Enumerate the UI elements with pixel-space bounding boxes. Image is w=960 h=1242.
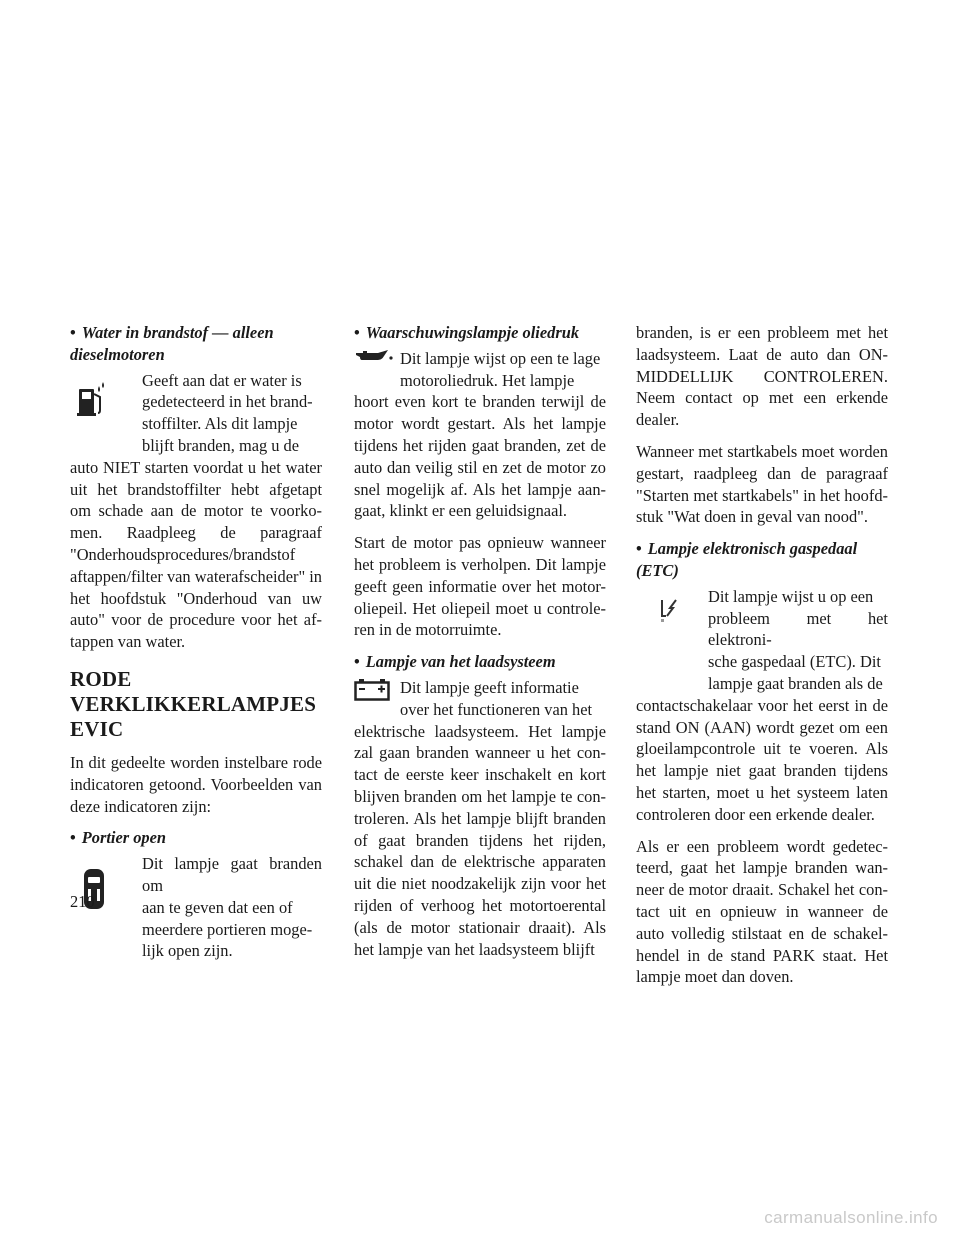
- column-1: [70, 322, 322, 972]
- watermark: carmanualsonline.info: [764, 1208, 938, 1227]
- section-intro: In dit gedeelte worden instelbare rode indicatoren getoond. Voorbeelden van deze indicatoren zijn:: [70, 752, 322, 816]
- column-3: [636, 322, 888, 998]
- oil-pressure-indent: Dit lampje wijst op een te lage motoroliedruk. Het lampje: [400, 348, 601, 390]
- section-heading: RODE VERKLIKKERLAMPJES EVIC: [70, 666, 317, 741]
- oil-pressure-title: • Waarschuwingslampje oliedruk: [354, 323, 580, 342]
- fuel-water-icon: [76, 380, 110, 420]
- etc-throttle-icon: [658, 596, 680, 624]
- oil-pressure-block: [354, 348, 606, 392]
- etc-indent: Dit lampje wijst u op een probleem met het elektroni- sche gaspedaal (ETC). Dit lampje gaat branden als de: [708, 586, 888, 693]
- oil-pressure-text-2: Start de motor pas opnieuw wanneer het probleem is verholpen. Dit lampje geeft geen informatie over het motor-oliepeil. Het oliepeil moet u controle-ren in de motorruimte.: [354, 533, 606, 640]
- column-2: [354, 322, 606, 970]
- door-open-block: [70, 853, 322, 962]
- page-number: 210: [70, 892, 95, 911]
- charging-system-title: • Lampje van het laadsysteem: [354, 652, 556, 672]
- jump-start-text: Wanneer met startkabels moet worden gestart, raadpleeg dan de paragraaf "Starten met startkabels" in het hoofd-stuk "Wat doen in geval van nood".: [636, 441, 888, 527]
- etc-title: • Lampje elektronisch gaspedaal (ETC): [636, 539, 858, 580]
- oil-pressure-text: hoort even kort te branden terwijl de motor wordt gestart. Als het lampje tijdens het rijden gaat branden, zet de auto dan veilig stil en zet de motor zo snel mogelijk af. Als het lampje aan-gaat, klinkt er een geluidsignaal.: [354, 392, 606, 521]
- etc-text-2: Als er een probleem wordt gedetec-teerd, gaat het lampje branden wan-neer de motor draait. Schakel het con-tact uit en opnieuw in wanneer de auto volledig stilstaat en de schakel-hendel in de stand PARK staat. Het lampje moet dan doven.: [636, 836, 888, 987]
- water-in-fuel-title: • Water in brandstof — alleen dieselmotoren: [70, 323, 274, 364]
- charging-system-continued: branden, is er een probleem met het laadsysteem. Laat de auto dan ON-MIDDELLIJK CONTROLEREN. Neem contact op met een erkende dealer.: [636, 323, 888, 430]
- etc-block: [636, 586, 888, 695]
- water-in-fuel-block: [70, 370, 322, 457]
- water-in-fuel-text: auto NIET starten voordat u het water uit het brandstoffilter hebt afgetapt om schade aan de motor te voorko-men. Raadpleeg de paragraaf "Onderhoudsprocedures/brandstof aftappen/filter van waterafscheider" in het hoofdstuk "Onderhoud van uw auto" voor de procedure voor het af-tappen van water.: [70, 457, 322, 652]
- charging-system-indent: Dit lampje geeft informatie over het functioneren van het: [400, 677, 593, 719]
- charging-system-text: elektrische laadsysteem. Het lampje zal gaan branden wanneer u het con-tact de eerste keer inschakelt en kort blijven branden om het lampje te con-troleren. Als het lampje blijft branden of gaat branden tijdens het rijden, schakel dan de elektrische apparaten uit die niet noodzakelijk zijn voor het rijden of verhoog het motortoerental (als de motor stationair draait). Als het lampje van het laadsysteem blijft: [354, 721, 606, 959]
- door-open-title: • Portier open: [70, 828, 166, 848]
- water-in-fuel-indent: Geeft aan dat er water is gedetecteerd in het brand- stoffilter. Als dit lampje blijft branden, mag u de: [142, 370, 313, 455]
- oil-pressure-icon: [354, 348, 394, 364]
- etc-text: contactschakelaar voor het eerst in de stand ON (AAN) wordt gezet om een gloeilampcontrole uit te voeren. Als het lampje niet gaat branden tijdens het starten, moet u het systeem laten controleren door een erkende dealer.: [636, 695, 888, 824]
- charging-system-block: [354, 677, 606, 721]
- door-open-text: Dit lampje gaat branden om aan te geven dat een of meerdere portieren moge- lijk open zijn.: [142, 854, 322, 961]
- battery-icon: [354, 679, 390, 701]
